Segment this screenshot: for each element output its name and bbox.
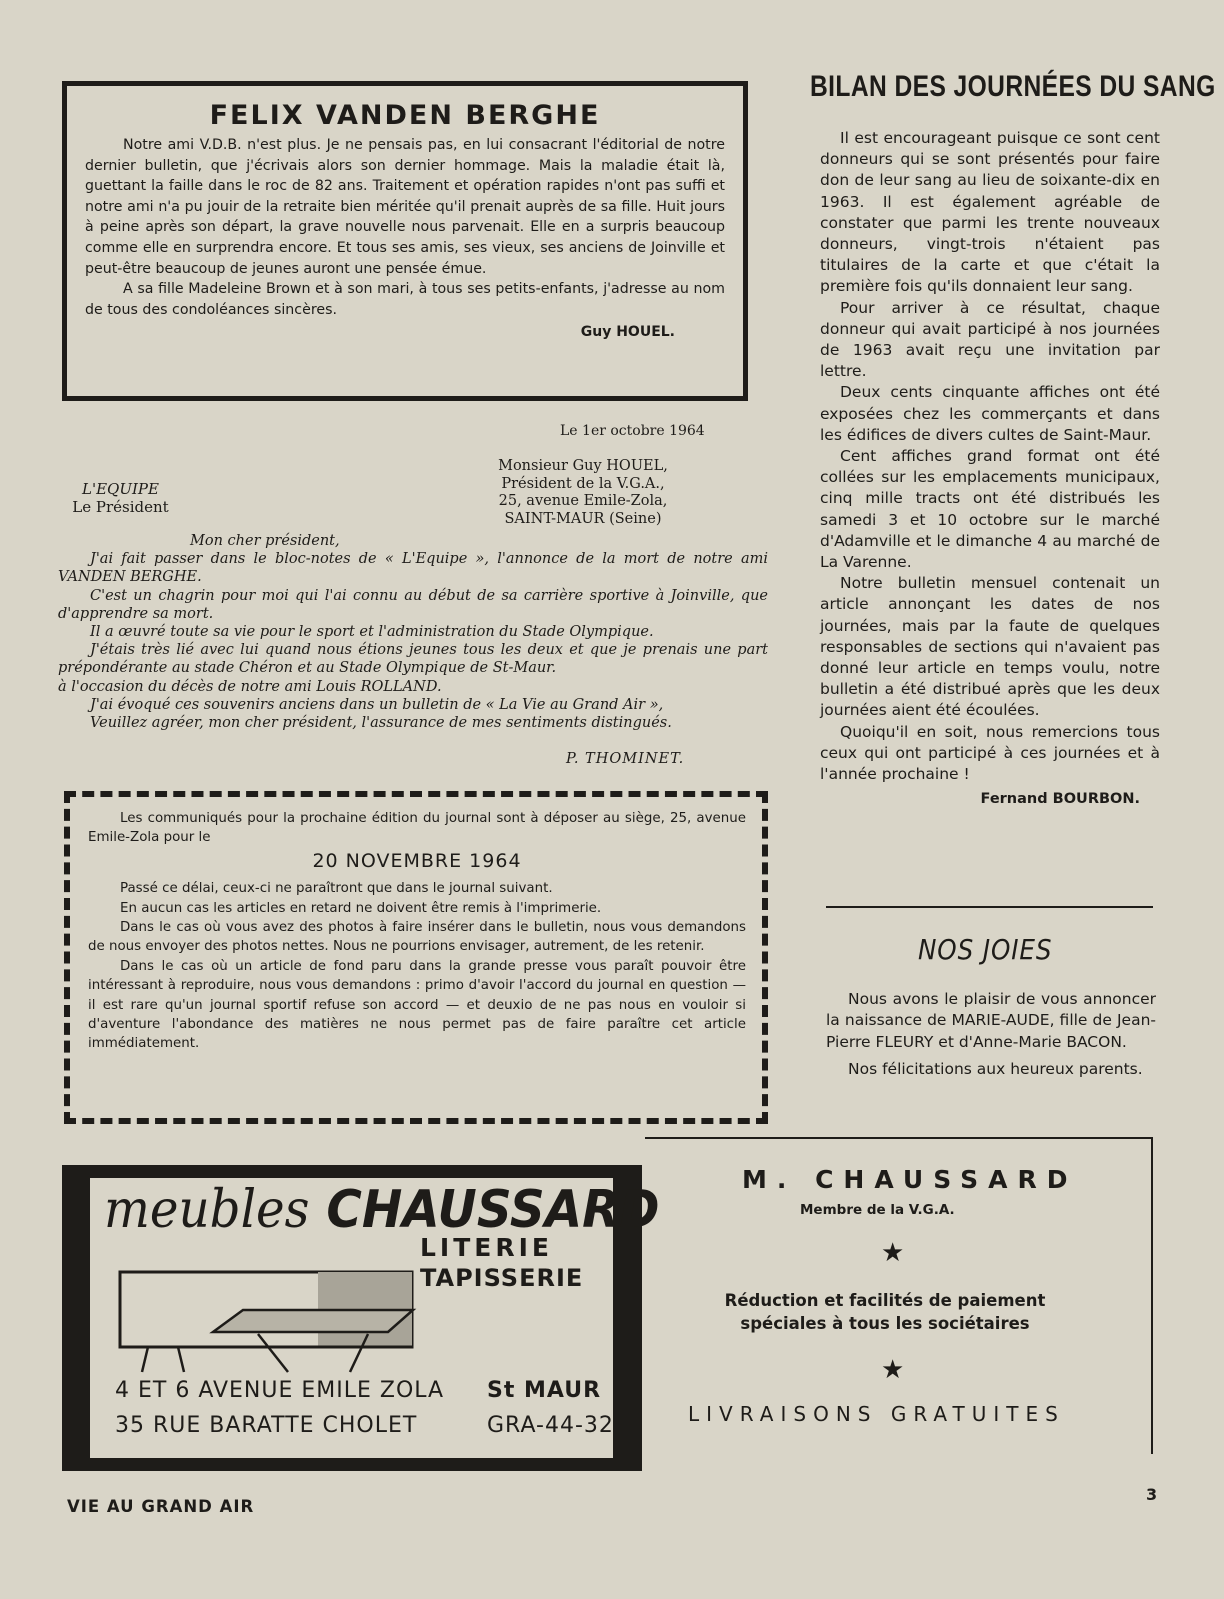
recipient-line: SAINT-MAUR (Seine) bbox=[504, 510, 662, 527]
column-divider bbox=[826, 906, 1153, 908]
bilan-paragraph: Cent affiches grand format ont été collées sur les emplacements municipaux, cinq mille tracts ont été distribués les samedi 3 et 10 octobre sur le marché d'Adamville et le dimanche 4 au marché de La Varenne. bbox=[820, 447, 1160, 572]
letter-paragraph: J'ai évoqué ces souvenirs anciens dans un bulletin de « La Vie au Grand Air », bbox=[90, 696, 664, 713]
joies-paragraph: Nous avons le plaisir de vous annoncer la naissance de MARIE-AUDE, fille de Jean-Pierre FLEURY et d'Anne-Marie BACON. bbox=[826, 990, 1156, 1051]
bilan-article bbox=[820, 128, 1160, 811]
ad-tapisserie: TAPISSERIE bbox=[420, 1264, 584, 1292]
joies-title: NOS JOIES bbox=[918, 933, 1053, 966]
coffee-table-top bbox=[213, 1310, 413, 1332]
footer-publication: VIE AU GRAND AIR bbox=[67, 1497, 255, 1516]
notice-deadline: 20 NOVEMBRE 1964 bbox=[312, 849, 522, 872]
obituary-title: FELIX VANDEN BERGHE bbox=[209, 100, 601, 131]
obituary-paragraph: Notre ami V.D.B. n'est plus. Je ne pensais pas, en lui consacrant l'éditorial de notre dernier bulletin, que j'écrivais alors son dernier hommage. Mais la maladie était là, guettant la faille dans le roc de 82 ans. Traitement et opération rapides n'ont pas suffi et notre ami n'a pu jouir de la retraite bien méritée qu'il prenait auprès de sa fille. Huit jours à peine après son départ, la grave nouvelle nous parvenait. Elle en a surpris beaucoup comme elle en surprendra encore. Et tous ses amis, ses vieux, ses anciens de Joinville et peut-être beaucoup de jeunes auront une pensée émue. bbox=[85, 137, 725, 277]
bilan-paragraph: Pour arriver à ce résultat, chaque donneur qui avait participé à nos journées de 1963 avait reçu une invitation par lettre. bbox=[820, 298, 1160, 381]
letter-signature: P. THOMINET. bbox=[566, 751, 685, 767]
notice-paragraph: Dans le cas où vous avez des photos à faire insérer dans le bulletin, nous vous demandons de nous envoyer des photos nettes. Nous ne pourrions envisager, autrement, de les retenir. bbox=[88, 920, 746, 955]
sofa-leg bbox=[178, 1347, 184, 1372]
member-ad-subtitle: Membre de la V.G.A. bbox=[800, 1202, 955, 1218]
letter-sender bbox=[58, 480, 183, 516]
letter-salutation: Mon cher président, bbox=[190, 533, 340, 549]
ad-city: St MAUR bbox=[487, 1378, 602, 1403]
obituary-signature: Guy HOUEL. bbox=[580, 324, 675, 341]
letter-paragraph: à l'occasion du décès de notre ami Louis ROLLAND. bbox=[58, 678, 442, 695]
member-ad-offer: Réduction et facilités de paiement spéciales à tous les sociétaires bbox=[724, 1291, 1046, 1333]
letter-paragraph: J'ai fait passer dans le bloc-notes de « L'Equipe », l'annonce de la mort de notre ami VANDEN BERGHE. bbox=[58, 551, 768, 586]
recipient-line: Monsieur Guy HOUEL, bbox=[498, 458, 668, 474]
sender-title: Le Président bbox=[72, 498, 169, 516]
bilan-signature: Fernand BOURBON. bbox=[980, 791, 1140, 808]
letter-recipient bbox=[452, 458, 714, 528]
star-icon: ★ bbox=[881, 1355, 905, 1385]
bilan-paragraph: Notre bulletin mensuel contenait un article annonçant les dates de nos journées, mais par la faute de quelques responsables de sections qui n'avaient pas donné leur article en temps voulu, notre bulletin a été distribué après que les deux journées aient été écoulées. bbox=[820, 574, 1160, 720]
letter-date: Le 1er octobre 1964 bbox=[560, 423, 705, 439]
star-icon: ★ bbox=[881, 1238, 905, 1268]
obituary-box bbox=[62, 81, 748, 401]
notice-paragraph: Passé ce délai, ceux-ci ne paraîtront que dans le journal suivant. bbox=[120, 881, 553, 897]
table-leg bbox=[258, 1334, 288, 1372]
letter-paragraph: Il a œuvré toute sa vie pour le sport et l'administration du Stade Olympique. bbox=[90, 624, 654, 641]
brand-name: CHAUSSARD bbox=[326, 1180, 660, 1240]
notice-intro: Les communiqués pour la prochaine édition du journal sont à déposer au siège, 25, avenue Emile-Zola pour le bbox=[88, 811, 746, 846]
member-ad-name: M. CHAUSSARD bbox=[742, 1165, 1078, 1194]
sofa-illustration bbox=[118, 1252, 418, 1377]
letter-body bbox=[58, 532, 768, 732]
obituary-paragraph: A sa fille Madeleine Brown et à son mari, à tous ses petits-enfants, j'adresse au nom de tous des condoléances sincères. bbox=[85, 281, 725, 318]
notice-box bbox=[64, 791, 768, 1124]
ad-address-line1: 4 ET 6 AVENUE EMILE ZOLA bbox=[115, 1378, 445, 1403]
joies-article bbox=[826, 989, 1156, 1081]
sender-org: L'EQUIPE bbox=[82, 480, 159, 498]
notice-paragraph: En aucun cas les articles en retard ne doivent être remis à l'imprimerie. bbox=[120, 900, 602, 916]
page-number: 3 bbox=[1146, 1485, 1158, 1504]
joies-paragraph: Nos félicitations aux heureux parents. bbox=[848, 1060, 1143, 1079]
recipient-line: 25, avenue Emile-Zola, bbox=[498, 493, 668, 509]
furniture-ad-brand bbox=[104, 1180, 660, 1240]
ad-phone: GRA-44-32 bbox=[487, 1413, 614, 1438]
bilan-paragraph: Deux cents cinquante affiches ont été exposées chez les commerçants et dans les édifices de divers cultes de Saint-Maur. bbox=[820, 383, 1160, 444]
recipient-line: Président de la V.G.A., bbox=[501, 475, 665, 492]
member-ad-delivery: LIVRAISONS GRATUITES bbox=[688, 1402, 1065, 1426]
sofa-leg bbox=[142, 1347, 148, 1372]
ad-literie: LITERIE bbox=[420, 1233, 553, 1262]
letter-paragraph: J'étais très lié avec lui quand nous étions jeunes tous les deux et que je prenais une part prépondérante au stade Chéron et au Stade Olympique de St-Maur. bbox=[58, 642, 768, 677]
letter-paragraph: Veuillez agréer, mon cher président, l'assurance de mes sentiments distingués. bbox=[90, 715, 672, 732]
brand-script: meubles bbox=[104, 1180, 310, 1240]
notice-paragraph: Dans le cas où un article de fond paru dans la grande presse vous paraît pouvoir être intéressant à reproduire, nous vous demandons : primo d'avoir l'accord du journal en question — il est rare qu'un journal sportif refuse son accord — et deuxio de ne pas nous en vouloir si d'aventure l'abondance des matières ne nous permet pas de faire paraître cet article immédiatement. bbox=[88, 958, 746, 1052]
letter-paragraph: C'est un chagrin pour moi qui l'ai connu au début de sa carrière sportive à Joinville, que d'apprendre sa mort. bbox=[58, 587, 768, 622]
bilan-title: BILAN DES JOURNÉES DU SANG bbox=[810, 70, 1216, 103]
bilan-paragraph: Il est encourageant puisque ce sont cent donneurs qui se sont présentés pour faire don de leur sang au lieu de soixante-dix en 1963. Il est également agréable de constater que parmi les trente nouveaux donneurs, vingt-trois n'étaient pas titulaires de la carte et que c'était la première fois qu'ils donnaient leur sang. bbox=[820, 129, 1160, 296]
ad-address-line2: 35 RUE BARATTE CHOLET bbox=[115, 1413, 418, 1438]
bilan-paragraph: Quoiqu'il en soit, nous remercions tous ceux qui ont participé à ces journées et à l'année prochaine ! bbox=[820, 722, 1160, 784]
